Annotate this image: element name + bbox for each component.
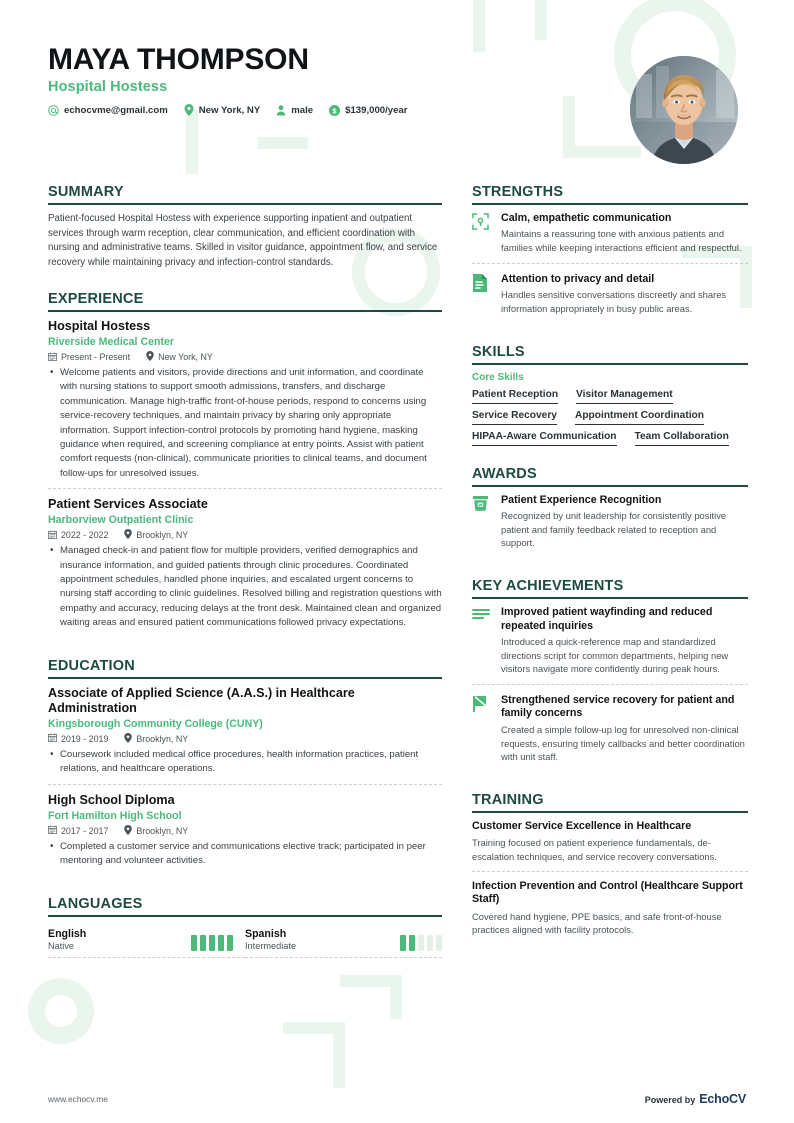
entry-school: Fort Hamilton High School [48,809,182,822]
section-awards [472,466,748,559]
entry-location-value: New York, NY [158,352,213,363]
skill-tag: Patient Reception [472,385,558,404]
section-key-achievements [472,578,748,772]
entry-bullets [48,748,442,777]
section-rule [48,677,442,679]
training-title: Infection Prevention and Control (Healthcare Support Staff) [472,879,743,906]
achievement-title: Improved patient wayfinding and reduced repeated inquiries [501,606,713,632]
entry-degree: High School Diploma [48,792,175,807]
training-title: Customer Service Excellence in Healthcare [472,819,692,832]
skill-tag: Service Recovery [472,406,557,425]
skill-tag: HIPAA-Aware Communication [472,427,617,446]
entry-organization: Riverside Medical Center [48,336,174,349]
award-title: Patient Experience Recognition [501,493,662,506]
education-entry [48,686,442,784]
bullet-item: • Completed a customer service and communications elective track; participated in peer mentoring and volunteer activities. [48,840,442,869]
strength-title: Calm, empathetic communication [501,212,672,224]
location-pin-icon [124,825,132,837]
section-rule [472,363,748,365]
achievement-item [472,684,748,772]
entry-location [124,733,188,745]
training-desc: Training focused on patient experience fundamentals, de-escalation techniques, and service recovery conversations. [472,837,717,863]
section-rule [472,811,748,813]
bullet-item: • Managed check-in and patient flow for multiple providers, verified demographics and insurance information, and guided patients through clinic procedures. Coordinated appointment schedules, handled phone inquiries, and escalated urgent concerns to nursing staff according to clinic guidelines. Resolved billing and registration questions with empathy and accuracy, reducing delays at the front desk. Maintained clean and organized waiting areas and ensured patient communications followed privacy expectations. [48,544,442,630]
salary-dollar-icon [329,105,340,116]
bullet-item: • Coursework included medical office procedures, health information practices, patient relations, and healthcare operations. [48,748,442,777]
strength-desc: Handles sensitive conversations discreetly and shares information appropriately in busy public areas. [501,289,727,314]
entry-role: Patient Services Associate [48,497,208,512]
flag-icon [472,694,492,764]
section-title-languages: LANGUAGES [48,895,143,912]
strength-item [472,212,748,263]
education-entry [48,784,442,876]
entry-dates [48,352,130,363]
section-education [48,658,442,876]
deco-bracket-bottom-2 [340,975,402,1019]
email-icon [48,105,59,116]
entry-bullets [48,544,442,630]
section-title-training: TRAINING [472,791,544,808]
contact-gender [276,105,313,116]
contact-location [184,104,261,116]
contact-location-value: New York, NY [198,104,261,116]
training-item [472,871,748,944]
entry-meta [48,733,442,745]
contact-salary [329,105,407,116]
strength-item [472,263,748,324]
section-summary [48,184,442,271]
section-skills [472,344,748,446]
section-rule [48,203,442,205]
section-title-key-achievements: KEY ACHIEVEMENTS [472,578,624,595]
strength-title: Attention to privacy and detail [501,272,655,285]
skill-tag-list [472,385,748,446]
language-name: English [48,927,87,940]
entry-bullets [48,366,442,481]
entry-location [124,529,188,541]
calendar-icon [48,352,57,363]
entry-role: Hospital Hostess [48,318,151,333]
language-level: Intermediate [245,940,297,951]
language-level: Native [48,940,75,951]
calendar-icon [48,825,57,836]
section-rule [48,915,442,917]
right-column [472,164,748,944]
entry-dates-value: 2019 - 2019 [61,733,109,744]
skills-group-label: Core Skills [472,371,524,383]
summary-text: Patient-focused Hospital Hostess with experience supporting inpatient and outpatient services through warm reception, clear communication, and efficient coordination with nursing and administrative teams. Skilled in visitor guidance, appointment flow, and service recovery while maintaining privacy and infection-control standards. [48,213,438,269]
entry-meta [48,351,442,363]
footer-url[interactable]: www.echocv.me [48,1094,108,1104]
entry-school: Kingsborough Community College (CUNY) [48,717,263,730]
left-column [48,164,442,958]
award-item [472,494,748,559]
contact-salary-value: $139,000/year [345,104,408,116]
section-experience [48,291,442,638]
section-strengths [472,184,748,324]
entry-dates-value: 2022 - 2022 [61,530,109,541]
section-rule [472,597,748,599]
entry-dates [48,530,108,541]
section-title-experience: EXPERIENCE [48,290,144,307]
language-level-bars [400,935,442,951]
footer-branding [645,1092,746,1106]
entry-location-value: Brooklyn, NY [136,530,189,541]
avatar-photo [630,56,738,164]
language-item [48,924,245,958]
entry-location-value: Brooklyn, NY [136,733,189,744]
page-footer [48,1092,746,1106]
page-title: MAYA THOMPSON [48,43,309,76]
section-training [472,792,748,944]
bullet-item: • Welcome patients and visitors, provide directions and unit information, and coordinate with nursing stations to support smooth admissions, transfers, and discharge communication. Manage high-traffic front-of-house periods, respond to concerns using service-recovery techniques, and maintain privacy by sharing only appropriate information. Support infection-control protocols by promoting hand hygiene, masking guidance when required, and screening compliance at entry points. Assist with patient comfort requests (non-clinical), communicate priorities to clinical teams, and document follow-ups for unresolved issues. [48,366,442,481]
experience-entry [48,319,442,488]
deco-ring-bottom-left [28,978,94,1044]
location-pin-icon [124,529,132,541]
achievement-title: Strengthened service recovery for patient and family concerns [501,694,735,720]
section-title-awards: AWARDS [472,465,537,482]
entry-organization: Harborview Outpatient Clinic [48,514,194,527]
section-rule [472,203,748,205]
focus-target-icon [472,212,492,255]
entry-location [146,351,213,363]
skill-tag: Appointment Coordination [575,406,704,425]
entry-location [124,825,188,837]
section-title-education: EDUCATION [48,657,135,674]
entry-location-value: Brooklyn, NY [136,825,189,836]
achievement-desc: Introduced a quick-reference map and standardized directions script for common departments, helping new visitors navigate more confidently during peak hours. [501,635,729,675]
section-title-summary: SUMMARY [48,184,124,200]
contact-gender-value: male [291,104,314,116]
skill-tag: Visitor Management [576,385,673,404]
experience-entry [48,488,442,637]
entry-degree: Associate of Applied Science (A.A.S.) in Healthcare Administration [48,685,355,715]
award-box-icon [472,494,492,551]
location-pin-icon [146,351,154,363]
section-title-strengths: STRENGTHS [472,184,564,200]
entry-meta [48,529,442,541]
entry-dates [48,733,108,744]
award-desc: Recognized by unit leadership for consistently positive patient and family feedback related to reception and support. [501,510,727,549]
deco-bracket-bottom-1 [283,1022,345,1088]
strength-desc: Maintains a reassuring tone with anxious patients and families while keeping interactions efficient and respectful. [501,228,742,254]
section-languages [48,896,442,958]
contact-email [48,105,168,116]
entry-dates [48,825,108,836]
powered-by-label: Powered by [644,1095,696,1105]
calendar-icon [48,530,57,541]
entry-meta [48,825,442,837]
language-item [245,924,442,958]
avatar [630,56,738,164]
resume-header [48,44,746,164]
entry-dates-value: 2017 - 2017 [61,825,109,836]
entry-bullets [48,840,442,869]
language-level-bars [191,935,233,951]
language-name: Spanish [245,927,287,940]
location-pin-icon [124,733,132,745]
section-rule [472,485,748,487]
document-icon [472,273,492,316]
skill-tag: Team Collaboration [635,427,729,446]
brand-logo: EchoCV [699,1092,746,1106]
section-rule [48,310,442,312]
training-desc: Covered hand hygiene, PPE basics, and safe front-of-house practices aligned with facility protocols. [472,910,722,936]
section-title-skills: SKILLS [472,343,525,360]
entry-dates-value: Present - Present [61,352,131,363]
achievement-item [472,606,748,684]
location-pin-icon [184,104,194,116]
job-title: Hospital Hostess [48,79,168,96]
contact-email-value: echocvme@gmail.com [64,104,168,116]
achievement-desc: Created a simple follow-up log for unresolved non-clinical requests, ensuring timely callbacks and better coordination with unit staff. [501,723,745,763]
languages-grid [48,924,442,958]
list-lines-icon [472,606,492,676]
training-item [472,820,748,871]
person-icon [276,105,286,116]
calendar-icon [48,733,57,744]
svg-text:$: $ [332,106,337,116]
